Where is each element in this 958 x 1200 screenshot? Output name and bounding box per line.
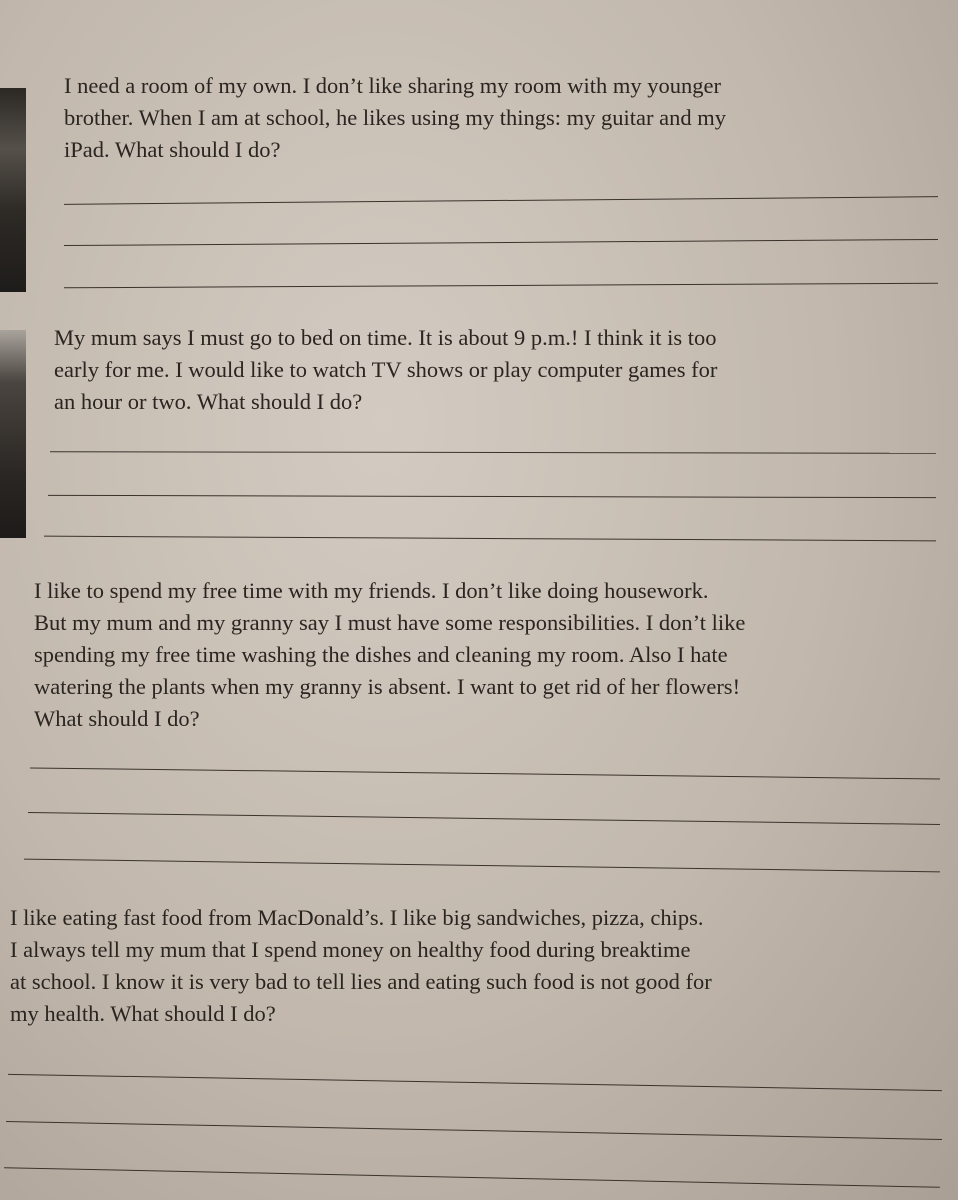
answer-line[interactable] xyxy=(4,1167,940,1188)
answer-line[interactable] xyxy=(28,812,940,825)
answer-line[interactable] xyxy=(6,1121,942,1140)
question-1-text: I need a room of my own. I don’t like sharing my room with my younger brother. When I am at school, he likes using my things: my guitar and my iPad. What should I do? xyxy=(64,73,726,162)
answer-line[interactable] xyxy=(64,196,938,205)
question-2 xyxy=(54,322,944,418)
question-3 xyxy=(34,575,954,735)
question-3-text: I like to spend my free time with my friends. I don’t like doing housework. But my mum and my granny say I must have some responsibilities. I don’t like spending my free time washing the dishes and cleaning my room. Also I hate watering the plants when my granny is absent. I want to get rid of her flowers! What should I do? xyxy=(34,578,746,731)
answer-line[interactable] xyxy=(64,283,938,289)
answer-line[interactable] xyxy=(44,536,936,542)
answer-line[interactable] xyxy=(8,1074,942,1091)
answer-line[interactable] xyxy=(24,859,940,873)
answer-line[interactable] xyxy=(30,767,940,779)
question-2-text: My mum says I must go to bed on time. It is about 9 p.m.! I think it is too early for me. I would like to watch TV shows or play computer games for an hour or two. What should I do? xyxy=(54,325,718,414)
answer-line[interactable] xyxy=(48,495,936,498)
answer-line[interactable] xyxy=(64,239,938,246)
question-4-text: I like eating fast food from MacDonald’s. I like big sandwiches, pizza, chips. I always tell my mum that I spend money on healthy food during breaktime at school. I know it is very bad to tell lies and eating such food is not good for my health. What should I do? xyxy=(10,905,712,1026)
question-1 xyxy=(64,70,944,166)
photo-strip-1 xyxy=(0,88,26,292)
photo-strip-2 xyxy=(0,330,26,538)
answer-line[interactable] xyxy=(50,451,936,454)
question-4 xyxy=(10,902,950,1030)
